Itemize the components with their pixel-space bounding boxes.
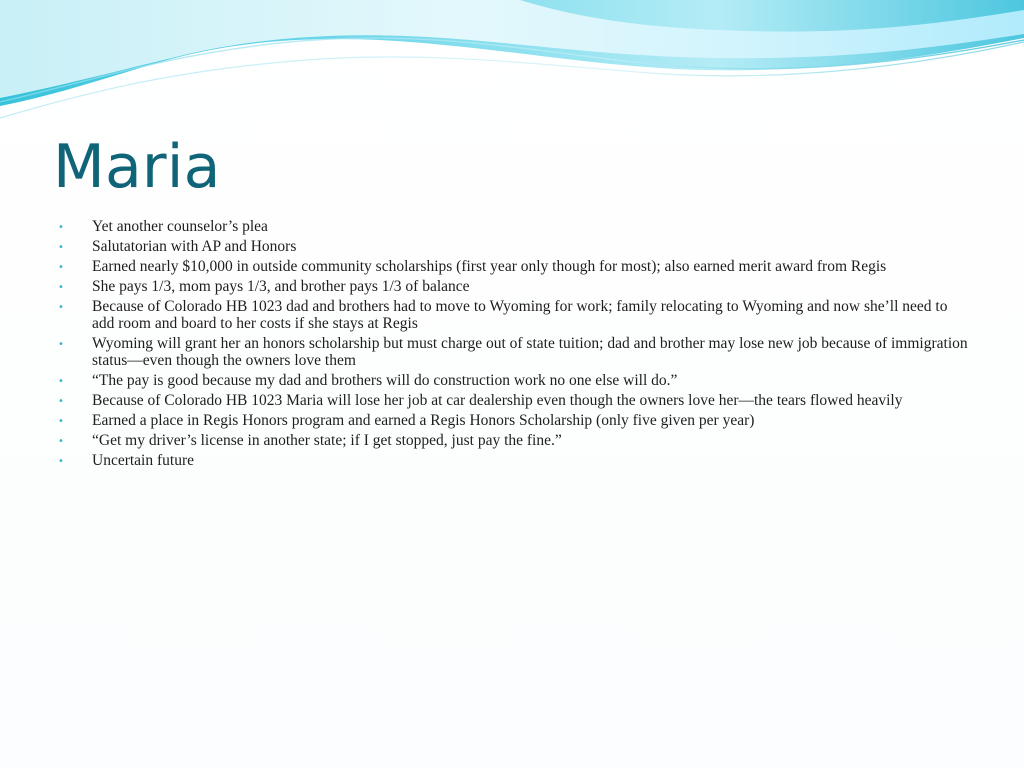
bullet-text: She pays 1/3, mom pays 1/3, and brother pays 1/3 of balance — [92, 278, 470, 296]
slide-title: Maria — [53, 132, 221, 202]
bullet-point-icon: • — [58, 375, 64, 387]
bullet-item — [58, 299, 968, 332]
bullet-item — [58, 393, 968, 410]
bullet-text: Earned nearly $10,000 in outside community scholarships (first year only though for most); also earned merit award from Regis — [92, 258, 887, 276]
bullet-point-icon: • — [58, 395, 64, 407]
bullet-text: Salutatorian with AP and Honors — [92, 238, 297, 256]
bullet-point-icon: • — [58, 456, 64, 468]
bullet-item — [58, 219, 968, 236]
bullet-text: “Get my driver’s license in another state; if I get stopped, just pay the fine.” — [92, 432, 562, 450]
bullet-point-icon: • — [58, 339, 64, 351]
bullet-text: “The pay is good because my dad and brothers will do construction work no one else will do.” — [92, 371, 678, 389]
bullet-item — [58, 453, 968, 470]
bullet-point-icon: • — [58, 282, 64, 294]
bullet-point-icon: • — [58, 222, 64, 233]
bullet-point-icon: • — [58, 302, 64, 314]
bullet-item — [58, 259, 968, 276]
bullet-text: Yet another counselor’s plea — [92, 218, 268, 235]
bullet-point-icon: • — [58, 262, 64, 274]
bullet-item — [58, 373, 968, 390]
bullet-point-icon: • — [58, 242, 64, 254]
bullet-item — [58, 336, 968, 369]
bullet-item — [58, 413, 968, 430]
bullet-list — [58, 219, 968, 473]
bullet-item — [58, 239, 968, 256]
bullet-text: Because of Colorado HB 1023 dad and brothers had to move to Wyoming for work; family relocating to Wyoming and now she’ll need to add room and board to her costs if she stays at Regis — [92, 298, 948, 332]
bullet-item — [58, 279, 968, 296]
bullet-text: Earned a place in Regis Honors program and earned a Regis Honors Scholarship (only five given per year) — [92, 411, 755, 429]
bullet-point-icon: • — [58, 436, 64, 448]
bullet-text: Wyoming will grant her an honors scholarship but must charge out of state tuition; dad and brother may lose new job because of immigration status—even though the owners love them — [92, 335, 968, 369]
bullet-text: Uncertain future — [92, 452, 194, 470]
bullet-point-icon: • — [58, 415, 64, 427]
bullet-item — [58, 433, 968, 450]
bullet-text: Because of Colorado HB 1023 Maria will lose her job at car dealership even though the owners love her—the tears flowed heavily — [92, 391, 903, 409]
decorative-wave-header — [0, 0, 1024, 130]
